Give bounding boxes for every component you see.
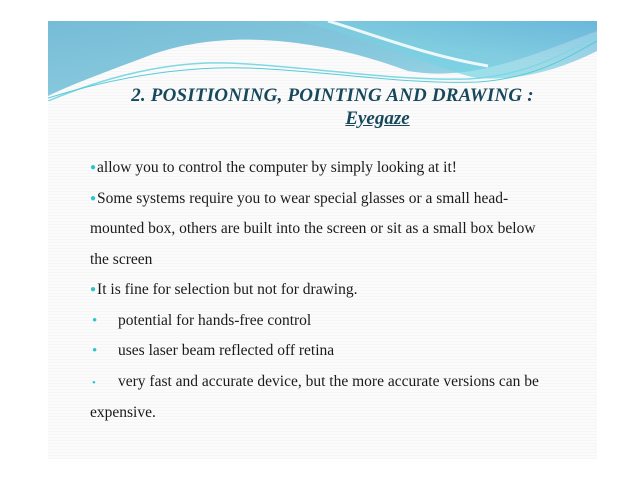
paragraph: ●Some systems require you to wear special glasses or a small head- (90, 189, 509, 207)
bullet-dot-icon: • (92, 343, 98, 359)
bullet-dot-icon: ● (90, 192, 97, 204)
bullet-dot-icon: ● (90, 284, 97, 295)
slide-title: 2. POSITIONING, POINTING AND DRAWING : (131, 85, 534, 106)
paragraph: mounted box, others are built into the screen or sit as a small box below (90, 220, 536, 237)
paragraph: the screen (90, 250, 153, 268)
slide-subtitle: Eyegaze (345, 108, 410, 129)
paragraph: ●It is fine for selection but not for drawing. (90, 281, 358, 298)
bullet-dot-icon: • (92, 312, 98, 329)
slide (48, 21, 597, 459)
title-block (48, 84, 597, 130)
slide-body (90, 153, 590, 429)
paragraph: ●allow you to control the computer by simply looking at it! (90, 159, 457, 176)
paragraph: expensive. (90, 404, 156, 421)
paragraph: • potential for hands-free control (90, 306, 590, 337)
paragraph: • uses laser beam reflected off retina (90, 336, 590, 367)
paragraph: • very fast and accurate device, but the more accurate versions can be (90, 367, 590, 399)
bullet-dot-icon: ● (90, 162, 97, 173)
bullet-dot-icon: • (92, 376, 96, 389)
